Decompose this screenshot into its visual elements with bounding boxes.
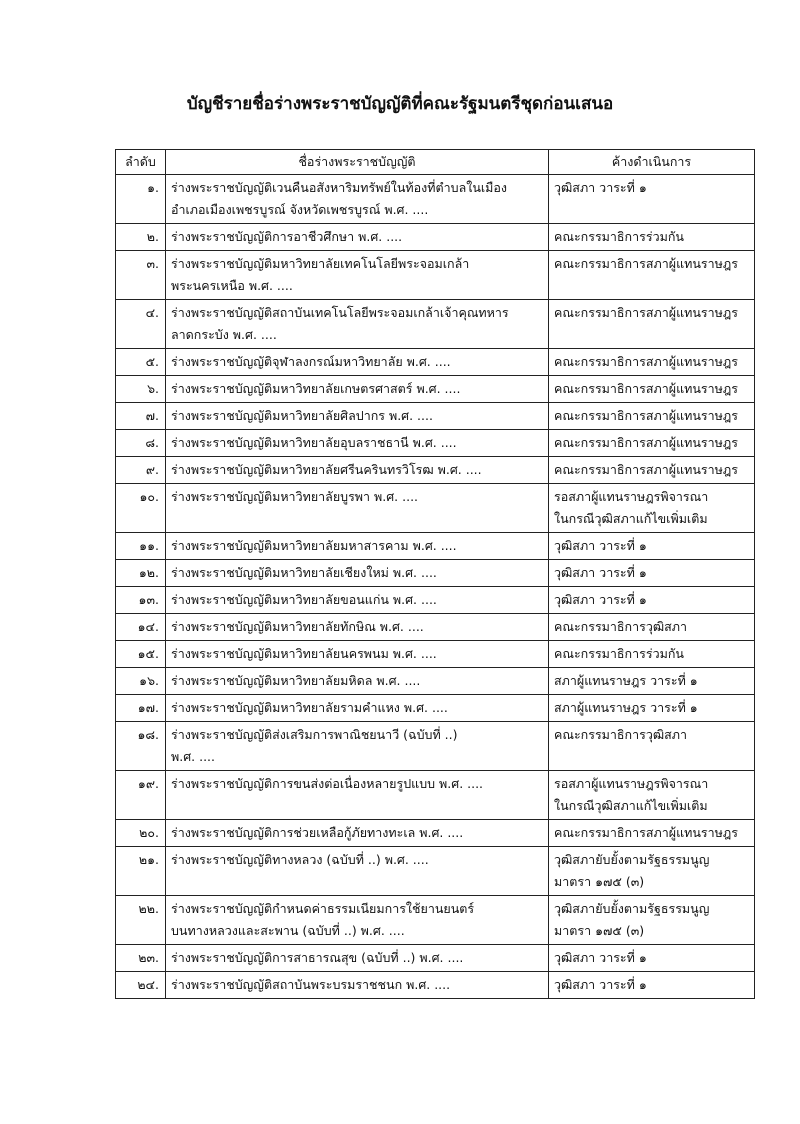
bill-name-line: อำเภอเมืองเพชรบูรณ์ จังหวัดเพชรบูรณ์ พ.ศ. .... — [171, 202, 429, 217]
pending-status-cell — [549, 945, 755, 972]
bill-name-line: ร่างพระราชบัญญัติมหาวิทยาลัยเชียงใหม่ พ.ศ. .... — [171, 565, 437, 580]
bill-table — [115, 149, 755, 999]
table-row — [116, 403, 755, 430]
pending-status-line: วุฒิสภา วาระที่ ๑ — [554, 592, 647, 607]
pending-status-cell — [549, 668, 755, 695]
table-row — [116, 847, 755, 896]
row-number: ๕. — [116, 349, 166, 376]
bill-name-cell — [166, 533, 549, 560]
bill-name-cell — [166, 614, 549, 641]
bill-name-cell — [166, 560, 549, 587]
bill-name-cell — [166, 403, 549, 430]
bill-name-cell — [166, 457, 549, 484]
table-row — [116, 533, 755, 560]
pending-status-cell — [549, 722, 755, 771]
table-row — [116, 668, 755, 695]
table-row — [116, 945, 755, 972]
bill-name-cell — [166, 349, 549, 376]
pending-status-line: สภาผู้แทนราษฎร วาระที่ ๑ — [554, 673, 698, 688]
table-row — [116, 695, 755, 722]
row-number: ๒๓. — [116, 945, 166, 972]
bill-name-line: ร่างพระราชบัญญัติมหาวิทยาลัยอุบลราชธานี พ.ศ. .... — [171, 435, 457, 450]
bill-name-cell — [166, 484, 549, 533]
bill-name-cell — [166, 896, 549, 945]
pending-status-line: คณะกรรมาธิการสภาผู้แทนราษฎร — [554, 256, 738, 271]
table-row — [116, 349, 755, 376]
pending-status-line: คณะกรรมาธิการสภาผู้แทนราษฎร — [554, 462, 738, 477]
bill-name-cell — [166, 175, 549, 224]
table-row — [116, 376, 755, 403]
bill-name-line: ร่างพระราชบัญญัติส่งเสริมการพาณิชยนาวี (ฉบับที่ ..) — [171, 727, 458, 742]
table-row — [116, 641, 755, 668]
row-number: ๑๐. — [116, 484, 166, 533]
bill-name-line: ร่างพระราชบัญญัติมหาวิทยาลัยทักษิณ พ.ศ. .... — [171, 619, 424, 634]
pending-status-cell — [549, 533, 755, 560]
bill-name-cell — [166, 430, 549, 457]
pending-status-line: วุฒิสภา วาระที่ ๑ — [554, 565, 647, 580]
row-number: ๗. — [116, 403, 166, 430]
bill-name-line: ร่างพระราชบัญญัติสถาบันพระบรมราชชนก พ.ศ. .... — [171, 977, 451, 992]
pending-status-line: วุฒิสภายับยั้งตามรัฐธรรมนูญ — [554, 852, 710, 867]
pending-status-cell — [549, 224, 755, 251]
header-name: ชื่อร่างพระราชบัญญัติ — [166, 150, 549, 175]
pending-status-line: คณะกรรมาธิการร่วมกัน — [554, 229, 684, 244]
bill-name-cell — [166, 847, 549, 896]
bill-name-line: ร่างพระราชบัญญัติมหาวิทยาลัยเกษตรศาสตร์ พ.ศ. .... — [171, 381, 461, 396]
header-status: ค้างดำเนินการ — [549, 150, 755, 175]
bill-name-cell — [166, 771, 549, 820]
pending-status-cell — [549, 560, 755, 587]
pending-status-line: คณะกรรมาธิการสภาผู้แทนราษฎร — [554, 825, 738, 840]
pending-status-line: คณะกรรมาธิการร่วมกัน — [554, 646, 684, 661]
bill-name-line: ร่างพระราชบัญญัติมหาวิทยาลัยศรีนครินทรวิโรฒ พ.ศ. .... — [171, 462, 482, 477]
row-number: ๘. — [116, 430, 166, 457]
bill-name-line: ร่างพระราชบัญญัติมหาวิทยาลัยมหาสารคาม พ.ศ. .... — [171, 538, 457, 553]
pending-status-cell — [549, 403, 755, 430]
row-number: ๒๒. — [116, 896, 166, 945]
table-row — [116, 896, 755, 945]
bill-name-line: ร่างพระราชบัญญัติมหาวิทยาลัยรามคำแหง พ.ศ. .... — [171, 700, 448, 715]
pending-status-cell — [549, 484, 755, 533]
bill-name-cell — [166, 251, 549, 300]
pending-status-line: สภาผู้แทนราษฎร วาระที่ ๑ — [554, 700, 698, 715]
pending-status-line: คณะกรรมาธิการสภาผู้แทนราษฎร — [554, 381, 738, 396]
bill-name-cell — [166, 641, 549, 668]
pending-status-line: รอสภาผู้แทนราษฎรพิจารณา — [554, 776, 709, 791]
table-row — [116, 251, 755, 300]
pending-status-line: คณะกรรมาธิการวุฒิสภา — [554, 727, 688, 742]
table-row — [116, 587, 755, 614]
bill-name-line: ร่างพระราชบัญญัติสถาบันเทคโนโลยีพระจอมเกล้าเจ้าคุณทหาร — [171, 305, 509, 320]
pending-status-line: คณะกรรมาธิการวุฒิสภา — [554, 619, 688, 634]
pending-status-line: วุฒิสภา วาระที่ ๑ — [554, 180, 647, 195]
bill-name-line: ร่างพระราชบัญญัติการช่วยเหลือกู้ภัยทางทะเล พ.ศ. .... — [171, 825, 464, 840]
pending-status-line: ในกรณีวุฒิสภาแก้ไขเพิ่มเติม — [554, 511, 708, 526]
pending-status-cell — [549, 820, 755, 847]
row-number: ๑๙. — [116, 771, 166, 820]
bill-name-line: ร่างพระราชบัญญัติการขนส่งต่อเนื่องหลายรูปแบบ พ.ศ. .... — [171, 776, 484, 791]
bill-name-cell — [166, 945, 549, 972]
row-number: ๑๕. — [116, 641, 166, 668]
table-row — [116, 722, 755, 771]
bill-name-cell — [166, 820, 549, 847]
pending-status-cell — [549, 457, 755, 484]
bill-name-line: ร่างพระราชบัญญัติจุฬาลงกรณ์มหาวิทยาลัย พ.ศ. .... — [171, 354, 451, 369]
bill-name-line: ร่างพระราชบัญญัติมหาวิทยาลัยนครพนม พ.ศ. .... — [171, 646, 437, 661]
header-no: ลำดับ — [116, 150, 166, 175]
bill-name-line: ร่างพระราชบัญญัติการอาชีวศึกษา พ.ศ. .... — [171, 229, 403, 244]
bill-name-line: พระนครเหนือ พ.ศ. .... — [171, 278, 293, 293]
table-row — [116, 972, 755, 999]
table-header-row — [116, 150, 755, 175]
row-number: ๑๔. — [116, 614, 166, 641]
pending-status-cell — [549, 175, 755, 224]
pending-status-line: คณะกรรมาธิการสภาผู้แทนราษฎร — [554, 435, 738, 450]
pending-status-cell — [549, 251, 755, 300]
bill-name-line: ร่างพระราชบัญญัติมหาวิทยาลัยศิลปากร พ.ศ. .... — [171, 408, 433, 423]
table-row — [116, 820, 755, 847]
bill-name-line: ร่างพระราชบัญญัติเวนคืนอสังหาริมทรัพย์ในท้องที่ตำบลในเมือง — [171, 180, 508, 195]
bill-name-line: ร่างพระราชบัญญัติมหาวิทยาลัยขอนแก่น พ.ศ. .... — [171, 592, 437, 607]
pending-status-line: คณะกรรมาธิการสภาผู้แทนราษฎร — [554, 305, 738, 320]
table-row — [116, 175, 755, 224]
pending-status-cell — [549, 587, 755, 614]
table-row — [116, 457, 755, 484]
row-number: ๓. — [116, 251, 166, 300]
pending-status-line: ในกรณีวุฒิสภาแก้ไขเพิ่มเติม — [554, 798, 708, 813]
pending-status-line: วุฒิสภา วาระที่ ๑ — [554, 538, 647, 553]
bill-name-line: พ.ศ. .... — [171, 749, 215, 764]
bill-name-cell — [166, 376, 549, 403]
row-number: ๑๑. — [116, 533, 166, 560]
pending-status-cell — [549, 695, 755, 722]
row-number: ๑. — [116, 175, 166, 224]
table-row — [116, 771, 755, 820]
page-title: บัญชีรายชื่อร่างพระราชบัญญัติที่คณะรัฐมนตรีชุดก่อนเสนอ — [186, 94, 614, 114]
pending-status-line: วุฒิสภา วาระที่ ๑ — [554, 950, 647, 965]
pending-status-cell — [549, 771, 755, 820]
table-row — [116, 224, 755, 251]
pending-status-cell — [549, 641, 755, 668]
pending-status-line: คณะกรรมาธิการสภาผู้แทนราษฎร — [554, 354, 738, 369]
bill-name-line: บนทางหลวงและสะพาน (ฉบับที่ ..) พ.ศ. .... — [171, 923, 405, 938]
bill-name-line: ลาดกระบัง พ.ศ. .... — [171, 327, 277, 342]
pending-status-cell — [549, 376, 755, 403]
pending-status-line: มาตรา ๑๗๕ (๓) — [554, 874, 645, 889]
row-number: ๒๑. — [116, 847, 166, 896]
table-body — [116, 175, 755, 999]
pending-status-cell — [549, 430, 755, 457]
bill-name-line: ร่างพระราชบัญญัติกำหนดค่าธรรมเนียมการใช้ยานยนตร์ — [171, 901, 475, 916]
bill-name-line: ร่างพระราชบัญญัติมหาวิทยาลัยบูรพา พ.ศ. .... — [171, 489, 419, 504]
bill-name-cell — [166, 722, 549, 771]
row-number: ๖. — [116, 376, 166, 403]
row-number: ๙. — [116, 457, 166, 484]
row-number: ๑๗. — [116, 695, 166, 722]
pending-status-cell — [549, 847, 755, 896]
row-number: ๒. — [116, 224, 166, 251]
table-row — [116, 560, 755, 587]
bill-name-cell — [166, 972, 549, 999]
pending-status-line: วุฒิสภายับยั้งตามรัฐธรรมนูญ — [554, 901, 710, 916]
bill-name-line: ร่างพระราชบัญญัติมหาวิทยาลัยมหิดล พ.ศ. .... — [171, 673, 421, 688]
bill-name-cell — [166, 695, 549, 722]
row-number: ๑๖. — [116, 668, 166, 695]
bill-name-cell — [166, 587, 549, 614]
pending-status-line: มาตรา ๑๗๕ (๓) — [554, 923, 645, 938]
row-number: ๑๘. — [116, 722, 166, 771]
pending-status-line: รอสภาผู้แทนราษฎรพิจารณา — [554, 489, 709, 504]
pending-status-line: คณะกรรมาธิการสภาผู้แทนราษฎร — [554, 408, 738, 423]
pending-status-cell — [549, 349, 755, 376]
pending-status-cell — [549, 614, 755, 641]
row-number: ๔. — [116, 300, 166, 349]
bill-name-line: ร่างพระราชบัญญัติมหาวิทยาลัยเทคโนโลยีพระจอมเกล้า — [171, 256, 470, 271]
row-number: ๒๔. — [116, 972, 166, 999]
bill-name-cell — [166, 668, 549, 695]
bill-name-cell — [166, 224, 549, 251]
table-row — [116, 484, 755, 533]
row-number: ๑๒. — [116, 560, 166, 587]
pending-status-cell — [549, 972, 755, 999]
bill-name-line: ร่างพระราชบัญญัติการสาธารณสุข (ฉบับที่ ..) พ.ศ. .... — [171, 950, 464, 965]
table-row — [116, 430, 755, 457]
table-row — [116, 614, 755, 641]
row-number: ๒๐. — [116, 820, 166, 847]
pending-status-cell — [549, 300, 755, 349]
pending-status-cell — [549, 896, 755, 945]
bill-name-cell — [166, 300, 549, 349]
table-row — [116, 300, 755, 349]
row-number: ๑๓. — [116, 587, 166, 614]
bill-name-line: ร่างพระราชบัญญัติทางหลวง (ฉบับที่ ..) พ.ศ. .... — [171, 852, 429, 867]
pending-status-line: วุฒิสภา วาระที่ ๑ — [554, 977, 647, 992]
